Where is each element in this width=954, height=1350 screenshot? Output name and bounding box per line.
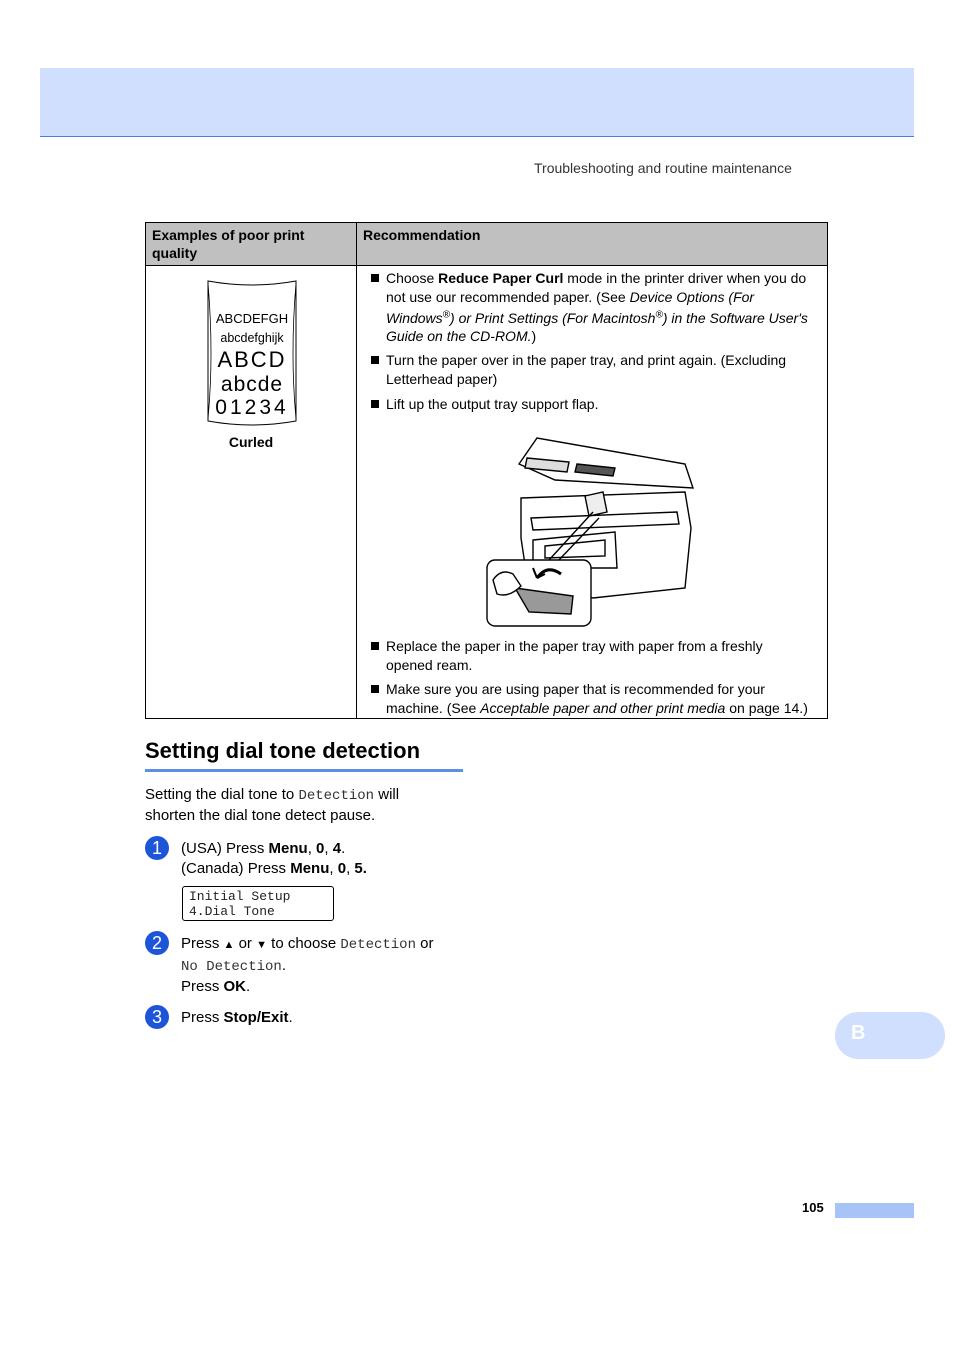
- print-quality-table: [145, 222, 828, 719]
- step-text: Press ▲ or ▼ to choose Detection or No Detection. Press OK.: [181, 935, 434, 995]
- sample-line-3: ABCD: [217, 347, 287, 372]
- lcd-line-1: Initial Setup: [189, 889, 291, 904]
- sample-line-4: abcde: [220, 373, 284, 396]
- bullet-square: [371, 274, 379, 282]
- column-header-recommendation: Recommendation: [357, 223, 828, 266]
- header-band: [40, 68, 914, 137]
- chapter-tab-label: B: [851, 1022, 866, 1044]
- up-arrow-icon: ▲: [223, 939, 235, 951]
- running-header: Troubleshooting and routine maintenance: [534, 160, 792, 176]
- sample-caption: Curled: [228, 434, 274, 450]
- recommendation-item: Lift up the output tray support flap.: [371, 395, 811, 414]
- printer-support-flap-illustration: [485, 428, 705, 628]
- page-number: 105: [802, 1200, 824, 1215]
- section-intro: Setting the dial tone to Detection will shorten the dial tone detect pause.: [145, 786, 400, 824]
- bullet-square: [371, 685, 379, 693]
- cross-reference: Device Options (For Windows®) or Print Settings (For Macintosh®) in the Software User's Guide on the CD-ROM.: [386, 288, 808, 345]
- sample-line-1: ABCDEFGH: [215, 311, 289, 326]
- bullet-square: [371, 642, 379, 650]
- chapter-tab: [835, 1012, 945, 1059]
- recommendation-item: Choose Reduce Paper Curl mode in the printer driver when you do not use our recommended paper. (See Device Options (For Windows®) or Print Settings (For Macintosh®) in the Software User's Guide on the CD-ROM.): [371, 269, 811, 346]
- step-number: 3: [145, 1005, 169, 1029]
- page-number-bar: [835, 1203, 914, 1218]
- down-arrow-icon: ▼: [256, 939, 267, 951]
- bullet-square: [371, 400, 379, 408]
- step-number: 2: [145, 931, 169, 955]
- section-title: Setting dial tone detection: [145, 738, 421, 763]
- cross-reference: Acceptable paper and other print media: [480, 699, 726, 716]
- recommendation-item: Turn the paper over in the paper tray, and print again. (Excluding Letterhead paper): [371, 351, 811, 388]
- flap-inset: [487, 560, 591, 626]
- column-header-examples: Examples of poor print quality: [146, 223, 357, 266]
- sample-line-5: 01234: [215, 396, 289, 419]
- recommendation-cell: [357, 266, 827, 718]
- example-cell: [146, 266, 356, 718]
- section-underline: [145, 769, 463, 772]
- lcd-line-2: 4.Dial Tone: [189, 904, 275, 919]
- step-text: Press Stop/Exit.: [181, 1009, 293, 1026]
- lcd-display: [182, 886, 334, 921]
- step-number: 1: [145, 836, 169, 860]
- bullet-square: [371, 356, 379, 364]
- step-text: (USA) Press Menu, 0, 4. (Canada) Press Menu, 0, 5.: [181, 840, 367, 877]
- sample-line-2: abcdefghijk: [220, 331, 284, 345]
- recommendation-item: Make sure you are using paper that is recommended for your machine. (See Acceptable paper and other print media on page 14.): [371, 680, 811, 717]
- curled-paper-sample: [204, 275, 300, 427]
- recommendation-item: Replace the paper in the paper tray with paper from a freshly opened ream.: [371, 637, 811, 674]
